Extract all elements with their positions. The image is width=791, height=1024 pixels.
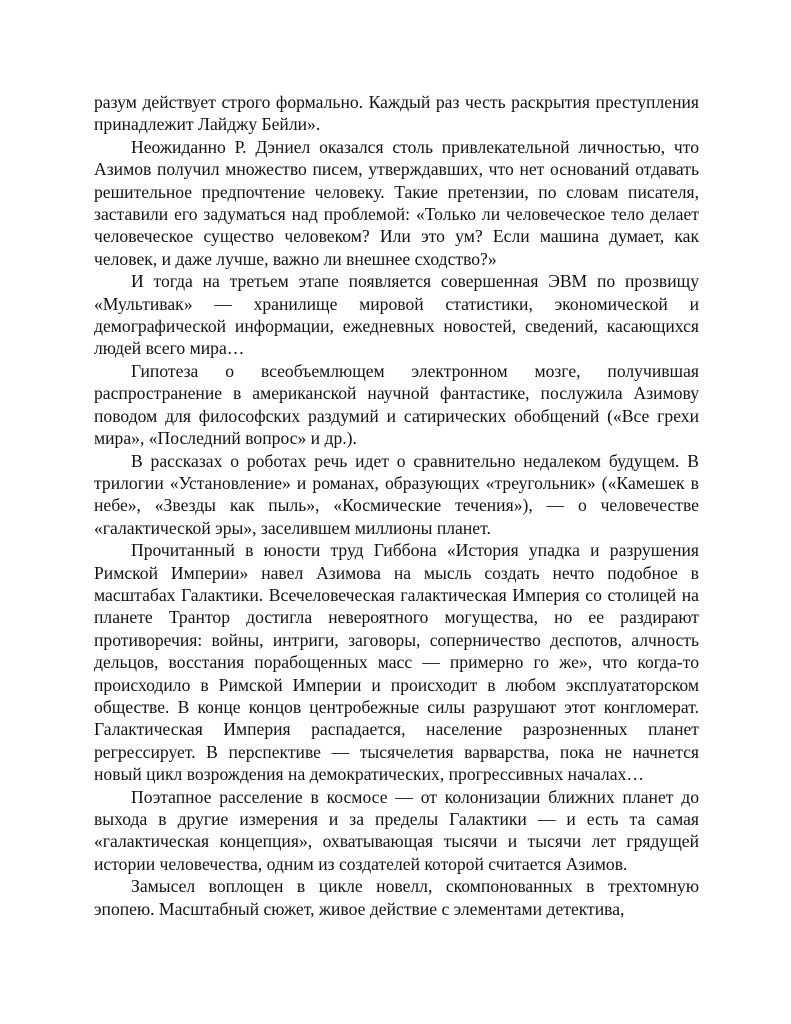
paragraph-4: Гипотеза о всеобъемлющем электронном мозге, получившая распространение в американской научной фантастике, послужила Азимову поводом для философских раздумий и сатирических обобщений («Все грехи мира», «Последний вопрос» и др.).	[94, 360, 699, 449]
paragraph-5: В рассказах о роботах речь идет о сравнительно недалеком будущем. В трилогии «Установление» и романах, образующих «треугольник» («Камешек в небе», «Звезды как пыль», «Космические течения»), — о человечестве «галактической эры», заселившем миллионы планет.	[94, 450, 699, 538]
paragraph-1: разум действует строго формально. Каждый раз честь раскрытия преступления принадлежит Лайджу Бейли».	[94, 92, 699, 135]
paragraph-2: Неожиданно Р. Дэниел оказался столь привлекательной личностью, что Азимов получил множество писем, утверждавших, что нет оснований отдавать решительное предпочтение человеку. Такие претензии, по словам писателя, заставили его задуматься над проблемой: «Только ли человеческое тело делает человеческое существо человеком? Или это ум? Если машина думает, как человек, и даже лучше, важно ли внешнее сходство?»	[94, 136, 699, 269]
paragraph-3: И тогда на третьем этапе появляется совершенная ЭВМ по прозвищу «Мультивак» — хранилище мировой статистики, экономической и демографической информации, ежедневных новостей, сведений, касающихся людей всего мира…	[94, 271, 699, 359]
paragraph-6: Прочитанный в юности труд Гиббона «История упадка и разрушения Римской Империи» навел Азимова на мысль создать нечто подобное в масштабах Галактики. Всечеловеческая галактическая Империя со столицей на планете Трантор достигла невероятного могущества, но ее раздирают противоречия: войны, интриги, заговоры, соперничество деспотов, алчность дельцов, восстания порабощенных масс — примерно го же», что когда-то происходило в Римской Империи и происходит в любом эксплуататорском обществе. В конце концов центробежные силы разрушают этот конгломерат. Галактическая Империя распадается, население разрозненных планет регрессирует. В перспективе — тысячелетия варварства, пока не начнется новый цикл возрождения на демократических, прогрессивных началах…	[94, 540, 699, 785]
paragraph-7: Поэтапное расселение в космосе — от колонизации ближних планет до выхода в другие измерения и за пределы Галактики — и есть та самая «галактическая концепция», охватывающая тысячи и тысячи лет грядущей истории человечества, одним из создателей которой считается Азимов.	[94, 786, 699, 874]
document-page	[94, 91, 699, 920]
paragraph-8: Замысел воплощен в цикле новелл, скомпонованных в трехтомную эпопею. Масштабный сюжет, живое действие с элементами детектива,	[94, 876, 699, 919]
